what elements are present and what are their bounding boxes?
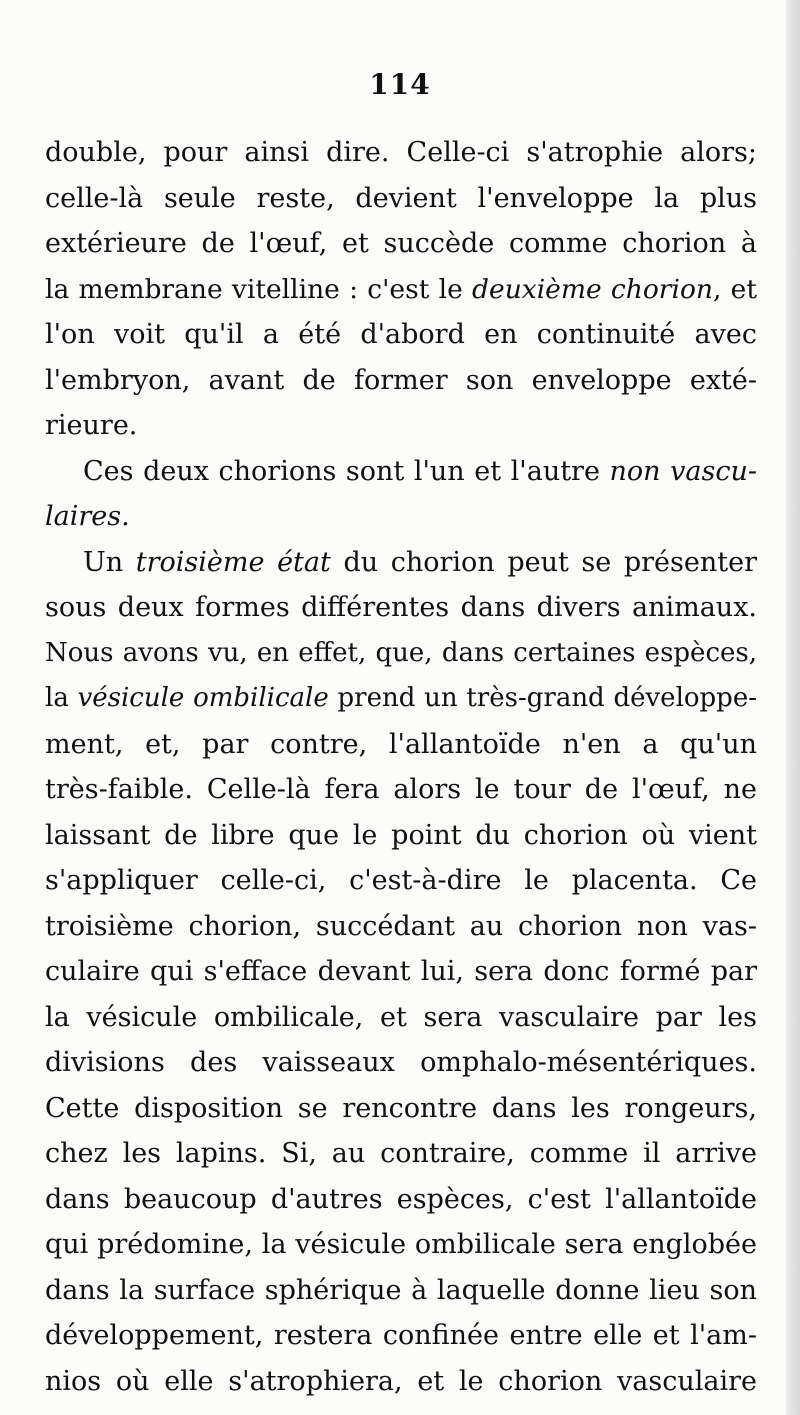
- italic-term: troisième état: [135, 546, 331, 578]
- text-line: [45, 267, 757, 313]
- text-run: très-faible. Celle-là fera alors le tour de l'œuf, ne: [45, 774, 757, 805]
- page-number: 114: [369, 68, 431, 101]
- italic-term: non vascu-: [609, 455, 757, 487]
- text-line: [45, 221, 757, 267]
- text-run: troisième chorion, succédant au chorion non vas-: [45, 910, 757, 942]
- text-line: [45, 1086, 757, 1132]
- text-run: qui prédomine, la vésicule ombilicale sera englobée: [45, 1229, 757, 1260]
- text-line: [45, 540, 757, 586]
- text-line: [45, 494, 757, 540]
- text-run: prend un très-grand développe-: [328, 683, 757, 713]
- italic-term: laires.: [45, 501, 130, 532]
- page-edge-shadow: [786, 0, 800, 1415]
- text-line: [45, 1313, 757, 1359]
- text-line: [45, 858, 757, 904]
- text-run: s'appliquer celle-ci, c'est-à-dire le placenta. Ce: [45, 865, 757, 896]
- text-line: [45, 1359, 757, 1405]
- text-line: [45, 995, 757, 1041]
- text-line: [45, 813, 757, 859]
- text-run: rieure.: [45, 410, 138, 441]
- text-run: Nous avons vu, en effet, que, dans certaines espèces,: [45, 637, 757, 668]
- text-run: sous deux formes différentes dans divers animaux.: [45, 592, 757, 623]
- body-text: [45, 130, 757, 1404]
- text-line: [45, 631, 757, 677]
- text-run: Cette disposition se rencontre dans les rongeurs,: [45, 1092, 757, 1124]
- text-line: [45, 1131, 757, 1177]
- text-line: [45, 676, 757, 722]
- text-line: [45, 949, 757, 995]
- text-line: [45, 358, 757, 404]
- italic-term: deuxième chorion: [472, 273, 713, 305]
- text-run: chez les lapins. Si, au contraire, comme il arrive: [45, 1138, 757, 1169]
- text-run: culaire qui s'efface devant lui, sera donc formé par: [45, 956, 757, 987]
- text-line: [45, 1268, 757, 1314]
- text-run: nios où elle s'atrophiera, et le chorion vasculaire: [45, 1365, 757, 1397]
- text-line: [45, 585, 757, 631]
- text-line: [45, 130, 757, 176]
- text-run: celle-là seule reste, devient l'enveloppe la plus: [45, 182, 757, 214]
- text-line: [45, 767, 757, 813]
- text-run: ment, et, par contre, l'allantoïde n'en a qu'un: [45, 728, 757, 760]
- text-run: développement, restera confinée entre elle et l'am-: [45, 1320, 757, 1351]
- text-run: dans la surface sphérique à laquelle donne lieu son: [45, 1274, 757, 1306]
- text-run: la: [45, 683, 78, 713]
- text-line: [45, 1177, 757, 1223]
- text-run: du chorion peut se présenter: [330, 546, 757, 578]
- text-run: laissant de libre que le point du chorion où vient: [45, 819, 757, 851]
- text-run: Ces deux chorions sont l'un et l'autre: [83, 455, 610, 487]
- text-line: [45, 449, 757, 495]
- text-line: [45, 722, 757, 768]
- text-run: la vésicule ombilicale, et sera vasculaire par les: [45, 1001, 757, 1033]
- text-line: [45, 1040, 757, 1086]
- text-line: [45, 904, 757, 950]
- text-run: la membrane vitelline : c'est le: [45, 273, 473, 305]
- text-run: divisions des vaisseaux omphalo-mésentériques.: [45, 1047, 757, 1078]
- text-line: [45, 403, 757, 449]
- text-run: extérieure de l'œuf, et succède comme chorion à: [45, 228, 757, 259]
- text-line: [45, 176, 757, 222]
- text-run: dans beaucoup d'autres espèces, c'est l'allantoïde: [45, 1183, 757, 1215]
- text-line: [45, 312, 757, 358]
- text-run: double, pour ainsi dire. Celle-ci s'atrophie alors;: [45, 137, 757, 168]
- text-run: l'embryon, avant de former son enveloppe exté-: [45, 364, 757, 396]
- text-run: l'on voit qu'il a été d'abord en continuité avec: [45, 319, 757, 350]
- text-run: Un: [83, 546, 136, 578]
- text-run: , et: [712, 273, 757, 305]
- text-line: [45, 1222, 757, 1268]
- italic-term: vésicule ombilicale: [77, 683, 329, 713]
